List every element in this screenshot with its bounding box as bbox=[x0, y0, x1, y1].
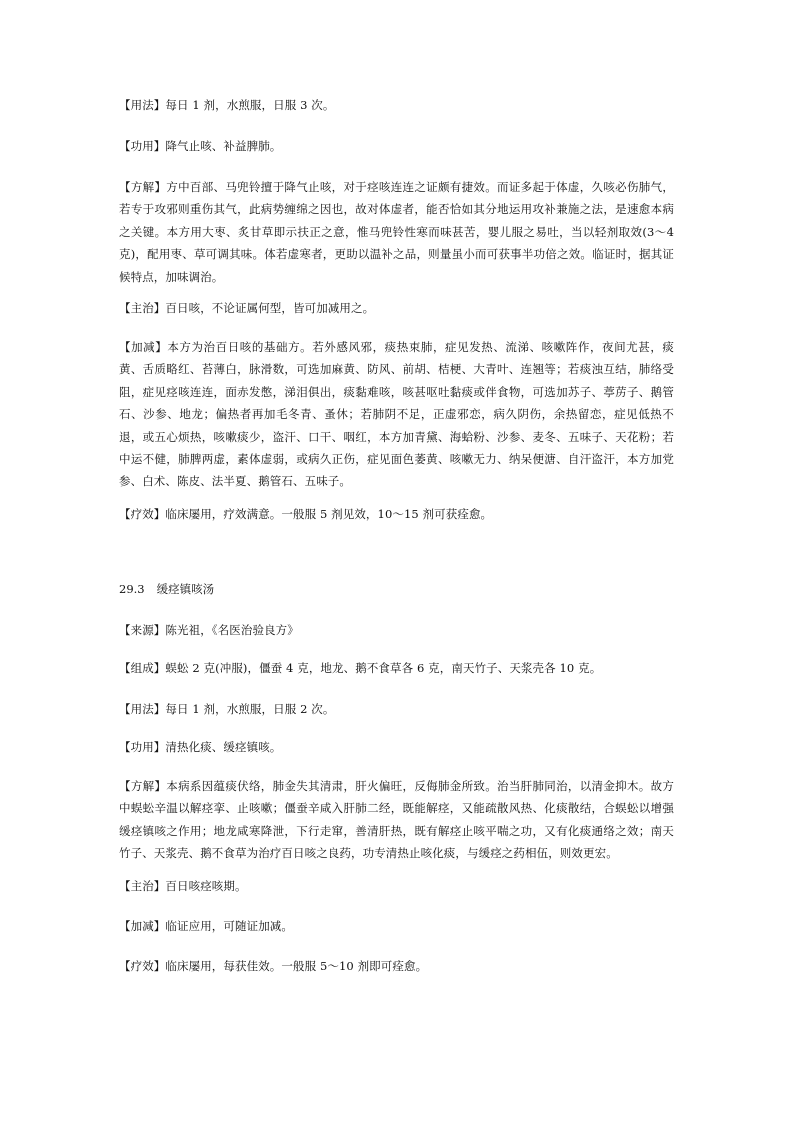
source-text: 陈光祖，《名医治验良方》 bbox=[165, 623, 299, 637]
indication2-text: 百日咳痉咳期。 bbox=[165, 879, 247, 893]
efficacy2-text: 临床屡用，每获佳效。一般服 5～10 剂即可痊愈。 bbox=[165, 959, 428, 973]
efficacy-label: 【疗效】 bbox=[119, 507, 166, 521]
source-label: 【来源】 bbox=[119, 623, 166, 637]
efficacy-text: 临床屡用，疗效满意。一般服 5 剂见效，10～15 剂可获痊愈。 bbox=[165, 507, 493, 521]
effect2-paragraph bbox=[119, 736, 674, 758]
usage-label: 【用法】 bbox=[119, 98, 166, 112]
explanation2-text: 本病系因蕴痰伏络，肺金失其清肃，肝火偏旺，反侮肺金所致。治当肝肺同治，以清金抑木。故方中蜈蚣辛温以解痉挛、止咳嗽；僵蚕辛咸入肝肺二经，既能解痉，又能疏散风热、化痰散结，合蜈蚣以增强缓痉镇咳之作用；地龙咸寒降泄，下行走窜，善清肝热，既有解痉止咳平喘之功，又有化痰通络之效；南天竹子、天浆壳、鹅不食草为治疗百日咳之良药，功专清热止咳化痰，与缓痉之药相伍，则效更宏。 bbox=[119, 779, 675, 861]
efficacy2-paragraph bbox=[119, 955, 674, 977]
indication-paragraph bbox=[119, 297, 674, 319]
effect2-text: 清热化痰、缓痉镇咳。 bbox=[165, 740, 282, 754]
explanation2-label: 【方解】 bbox=[119, 779, 167, 793]
indication2-paragraph bbox=[119, 875, 674, 897]
usage2-paragraph bbox=[119, 698, 674, 720]
indication-text: 百日咳，不论证属何型，皆可加减用之。 bbox=[165, 301, 375, 315]
section-title: 缓痉镇咳汤 bbox=[156, 582, 215, 596]
modification-text: 本方为治百日咳的基础方。若外感风邪，痰热束肺，症见发热、流涕、咳嗽阵作，夜间尤甚，痰黄、舌质略红、苔薄白，脉滑数，可选加麻黄、防风、前胡、桔梗、大青叶、连翘等；若痰浊互结，肺络受阻，症见痉咳连连，面赤发憋，涕泪俱出，痰黏难咳，咳甚呕吐黏痰或伴食物，可选加苏子、葶苈子、鹅管石、沙参、地龙；偏热者再加毛冬青、蚤休；若肺阴不足，正虚邪恋，病久阴伤，余热留恋，症见低热不退，或五心烦热，咳嗽痰少，盗汗、口干、咽红，本方加青黛、海蛤粉、沙参、麦冬、五味子、天花粉；若中运不健，肺脾两虚，素体虚弱，或病久正伤，症见面色萎黄、咳嗽无力、纳呆便溏、自汗盗汗，本方加党参、白术、陈皮、法半夏、鹅管石、五味子。 bbox=[119, 340, 674, 489]
efficacy-paragraph bbox=[119, 503, 674, 525]
indication-label: 【主治】 bbox=[119, 301, 166, 315]
modification2-paragraph bbox=[119, 915, 674, 937]
effect2-label: 【功用】 bbox=[119, 740, 166, 754]
modification2-text: 临证应用，可随证加减。 bbox=[165, 919, 294, 933]
composition-label: 【组成】 bbox=[119, 661, 166, 675]
explanation-text: 方中百部、马兜铃擅于降气止咳，对于痉咳连连之证颇有捷效。而证多起于体虚，久咳必伤肺气，若专于攻邪则重伤其气，此病势缠绵之因也，故对体虚者，能否恰如其分地运用攻补兼施之法，是速愈本病之关键。本方用大枣、炙甘草即示扶正之意，惟马兜铃性寒而味甚苦，婴儿服之易吐，当以轻剂取效(3～4 克)，配用枣、草可调其味。体若虚寒者，更助以温补之品，则量虽小而可获事半功倍之效。临证时，据其证候特点，加味调治。 bbox=[119, 180, 675, 284]
usage2-label: 【用法】 bbox=[119, 702, 166, 716]
usage-text: 每日 1 剂，水煎服，日服 3 次。 bbox=[165, 98, 335, 112]
efficacy2-label: 【疗效】 bbox=[119, 959, 166, 973]
effect-label: 【功用】 bbox=[119, 139, 166, 153]
usage-paragraph bbox=[119, 94, 674, 116]
modification-paragraph bbox=[119, 336, 674, 493]
section-heading bbox=[119, 578, 214, 600]
modification2-label: 【加减】 bbox=[119, 919, 166, 933]
explanation-paragraph bbox=[119, 176, 674, 288]
modification-label: 【加减】 bbox=[119, 340, 168, 354]
explanation2-paragraph bbox=[119, 775, 674, 865]
section-number: 29.3 bbox=[119, 582, 145, 596]
explanation-label: 【方解】 bbox=[119, 180, 167, 194]
source-paragraph bbox=[119, 619, 674, 641]
effect-text: 降气止咳、补益脾肺。 bbox=[165, 139, 282, 153]
indication2-label: 【主治】 bbox=[119, 879, 166, 893]
effect-paragraph bbox=[119, 135, 674, 157]
composition-paragraph bbox=[119, 657, 674, 679]
usage2-text: 每日 1 剂，水煎服，日服 2 次。 bbox=[165, 702, 335, 716]
composition-text: 蜈蚣 2 克(冲服)，僵蚕 4 克，地龙、鹅不食草各 6 克，南天竹子、天浆壳各 10 克。 bbox=[165, 661, 602, 675]
